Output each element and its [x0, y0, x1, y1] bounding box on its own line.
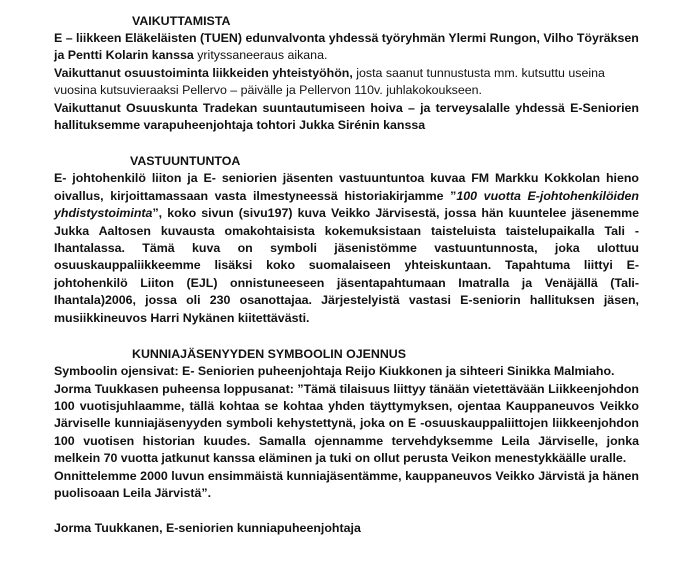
paragraph-vastuuntunto	[54, 170, 639, 327]
paragraph-text: E- johtohenkilö liiton ja E- seniorien jäsenten vastuuntuntoa kuvaa FM Markku Kokkolan hieno oivallus, kirjoittamassaan vasta ilmestyneessä historiakirjamme ”	[54, 171, 639, 203]
paragraph-text: E – liikkeen Eläkeläisten (TUEN) edunvalvonta yhdessä työryhmän Ylermi Rungon, Vilho Töyräksen ja Pentti Kolarin kanssa	[54, 31, 639, 63]
book-title: 100 vuotta E-johtohenkilöiden yhdistystoiminta	[54, 188, 639, 221]
paragraph-text: yrityssaneeraus aikana.	[193, 48, 328, 63]
paragraph-onnittelu: Onnittelemme 2000 luvun ensimmäistä kunniajäsentämme, kauppaneuvos Veikko Järvistä ja hänen puolisoaan Leila Järvistä”.	[54, 468, 639, 500]
paragraph-text: ”, koko sivun (sivu197) kuva Veikko Järvisestä, jossa hän kuuntelee jäsenemme Jukka Aaltosen kuvausta omakohtaisista kokemuksistaan taisteluista taistelupaikalla Tali - Ihantalassa. Tämä kuva on symboli jäsenistömme vastuuntunnosta, joka ulottuu osuuskauppaliikkeemme lisäksi koko suomalaiseen yhteiskuntaan. Tapahtuma liittyi E-johtohenkilö Liiton (EJL) onnistuneeseen jäsentapahtumaan Imatralla ja Venäjällä (Tali-Ihantala)2006, jossa oli 230 osanottajaa. Järjestelyistä vastasi E-seniorin hallituksen jäsen, musiikkineuvos Harri Nykänen kiitettävästi.	[54, 206, 639, 325]
paragraph-edunvalvonta	[54, 30, 639, 65]
paragraph-text: josta saanut tunnustusta mm. kutsuttu useina vuosina kutsuvieraaksi Pellervo – päivälle ja Pellervon 110v. juhlakokoukseen.	[54, 65, 605, 98]
paragraph-text: Vaikuttanut osuustoiminta liikkeiden yhteistyöhön,	[54, 65, 353, 80]
section-heading-vastuuntuntoa: VASTUUNTUNTOA	[130, 154, 241, 169]
paragraph-tradeka: Vaikuttanut Osuuskunta Tradekan suuntautumiseen hoiva – ja terveysalalle yhdessä E-Seniorien hallituksemme varapuheenjohtaja tohtori Jukka Sirénin kanssa	[54, 100, 639, 133]
section-heading-kunniajasenyys: KUNNIAJÄSENYYDEN SYMBOOLIN OJENNUS	[132, 347, 407, 362]
paragraph-puhe: Jorma Tuukkasen puheensa loppusanat: ”Tämä tilaisuus liittyy tänään vietettävään Liikkeenjohdon 100 vuotisjuhlaamme, tällä kohtaa se kohtaa yhden täyttymyksen, ojentaa Kauppaneuvos Veikko Järviselle kunniajäsenyyden symboli kehystettynä, joka on E -osuuskauppaliittojen liikkeenjohdon 100 vuotisen historian kuudes. Samalla ojennamme tervehdyksemme Leila Järviselle, jonka melkein 70 vuotta jatkunut kanssa eläminen ja tuki on ollut perusta Veikon menestykkäälle uralle.	[54, 381, 639, 466]
section-heading-vaikuttamista: VAIKUTTAMISTA	[132, 14, 231, 28]
signature: Jorma Tuukkanen, E-seniorien kunniapuheenjohtaja	[54, 521, 361, 536]
paragraph-ojensivat: Symboolin ojensivat: E- Seniorien puheenjohtaja Reijo Kiukkonen ja sihteeri Sinikka Malmiaho.	[54, 364, 615, 379]
paragraph-osuustoiminta	[54, 65, 639, 100]
